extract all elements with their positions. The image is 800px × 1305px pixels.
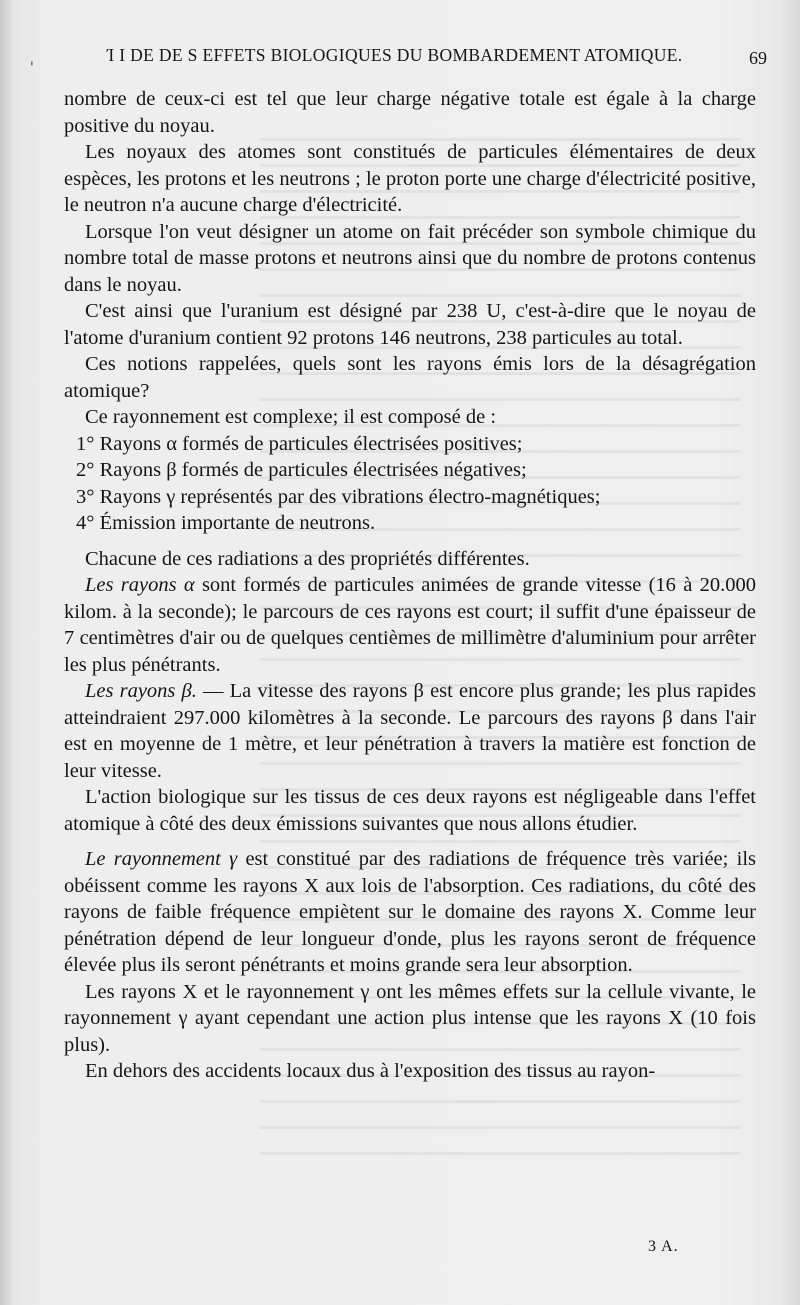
paragraph-final: En dehors des accidents locaux dus à l'exposition des tissus au rayon- xyxy=(85,1060,656,1082)
italic-lead-beta: Les rayons β. xyxy=(85,680,197,702)
paragraph-beta xyxy=(64,678,756,784)
paragraph-gamma xyxy=(64,846,756,979)
italic-lead-alpha: Les rayons α xyxy=(85,574,195,596)
list-item-alpha: 1° Rayons α formés de particules électrisées positives; xyxy=(76,432,523,455)
paragraph-alpha-text: sont formés de particules animées de grande vitesse (16 à 20.000 kilom. à la seconde); le parcours de ces rayons est court; il suffit d'une épaisseur de 7 centimètres d'air ou de quelques centièmes de millimètre d'aluminium pour arrêter les plus pénétrants. xyxy=(64,574,756,676)
paragraph-continued: nombre de ceux-ci est tel que leur charge négative totale est égale à la charge positive du noyau. xyxy=(64,88,756,137)
paragraph-gamma-text: est constitué par des radiations de fréquence très variée; ils obéissent comme les rayons X aux lois de l'absorption. Ces radiations, du côté des rayons de faible fréquence empiètent sur le domaine des rayons X. Comme leur pénétration dépend de leur longueur d'onde, plus les rayons seront de fréquence élevée plus ils seront pénétrants et moins grande sera leur absorption. xyxy=(64,848,756,976)
paragraph-alpha xyxy=(64,572,756,678)
paragraph-symbol: Lorsque l'on veut désigner un atome on fait précéder son symbole chimique du nombre total de masse protons et neutrons ainsi que du nombre de protons contenus dans le noyau. xyxy=(64,220,756,296)
paragraph-complex: Ce rayonnement est complexe; il est composé de : xyxy=(85,406,497,428)
running-title: Ί Ι DE DE S EFFETS BIOLOGIQUES DU BOMBARDEMENT ATOMIQUE. xyxy=(107,45,683,65)
list-item-gamma: 3° Rayons γ représentés par des vibrations électro-magnétiques; xyxy=(76,485,601,508)
signature-mark: 3 A. xyxy=(648,1238,679,1255)
paragraph-beta-text: — La vitesse des rayons β est encore plus grande; les plus rapides atteindraient 297.000 kilomètres à la seconde. Le parcours des rayons β dans l'air est en moyenne de 1 mètre, et leur pénétration à travers la matière est fonction de leur vitesse. xyxy=(64,680,756,782)
list-item-neutrons: 4° Émission importante de neutrons. xyxy=(76,512,376,534)
paragraph-nuclei: Les noyaux des atomes sont constitués de particules élémentaires de deux espèces, les protons et les neutrons ; le proton porte une charge d'électricité positive, le neutron n'a aucune charge d'électricité. xyxy=(64,141,756,216)
paragraph-xrays: Les rayons X et le rayonnement γ ont les mêmes effets sur la cellule vivante, le rayonnement γ ayant cependant une action plus intense que les rayons X (10 fois plus). xyxy=(64,980,756,1056)
running-header xyxy=(0,42,800,76)
margin-mark: ' xyxy=(30,60,34,76)
paragraph-properties: Chacune de ces radiations a des propriétés différentes. xyxy=(85,547,530,570)
paragraph-question: Ces notions rappelées, quels sont les rayons émis lors de la désagrégation atomique? xyxy=(64,353,756,402)
paragraph-biological-action: L'action biologique sur les tissus de ces deux rayons est négligeable dans l'effet atomique à côté des deux émissions suivantes que nous allons étudier. xyxy=(64,786,756,835)
list-item-beta: 2° Rayons β formés de particules électrisées négatives; xyxy=(76,459,527,481)
page-number: 69 xyxy=(749,48,767,68)
italic-lead-gamma: Le rayonnement γ xyxy=(85,848,238,870)
paragraph-uranium: C'est ainsi que l'uranium est désigné par 238 U, c'est-à-dire que le noyau de l'atome d'uranium contient 92 protons 146 neutrons, 238 particules au total. xyxy=(64,300,756,349)
page-body xyxy=(64,86,756,1085)
